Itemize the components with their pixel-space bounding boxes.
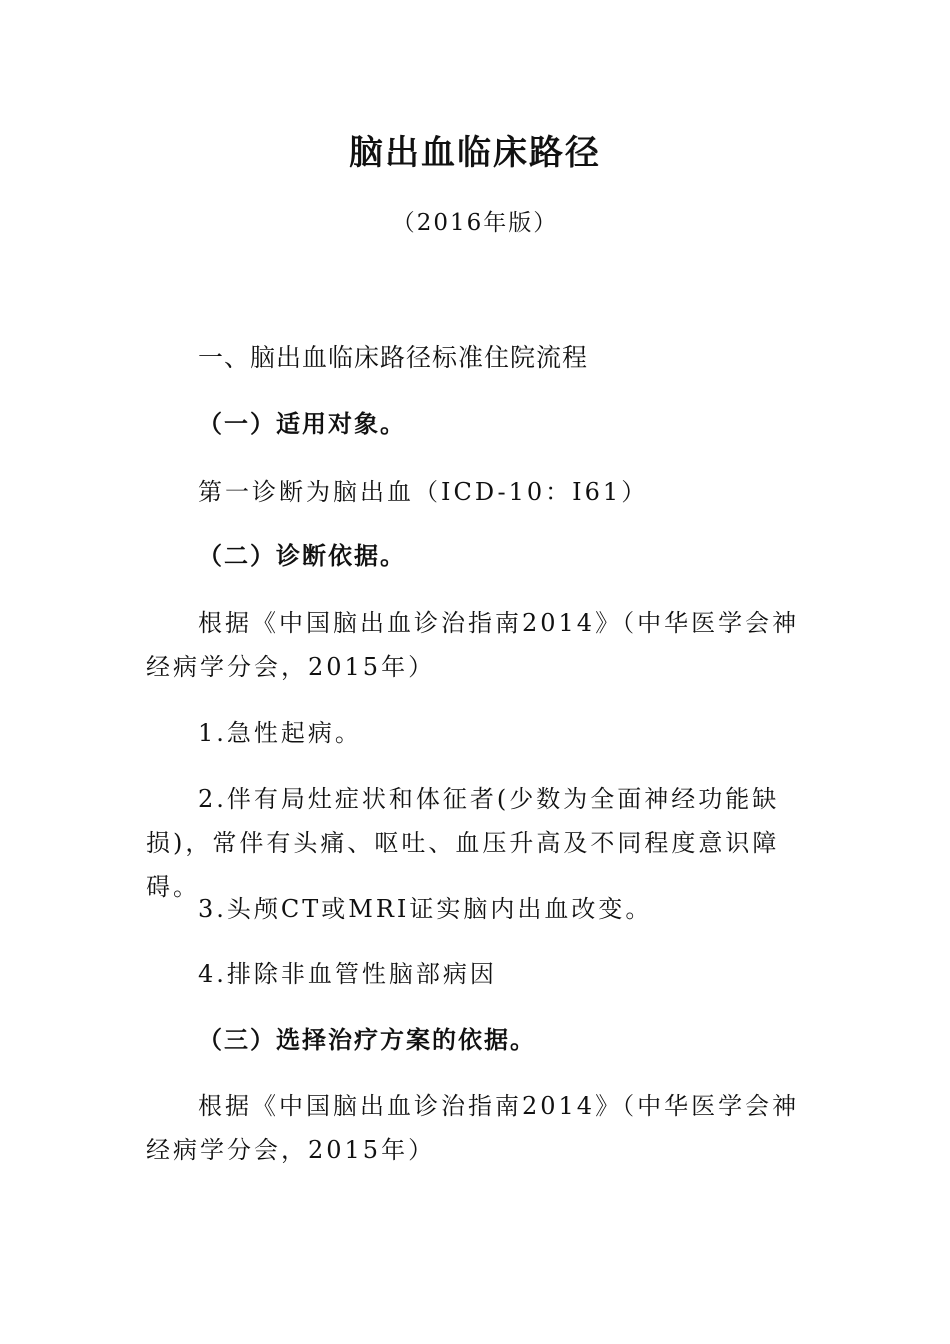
criterion-item-1: 1.急性起病。 <box>198 719 362 747</box>
document-title: 脑出血临床路径 <box>349 133 601 173</box>
subsection-heading-applicable-subjects: （一）适用对象。 <box>198 410 406 438</box>
criterion-item-2: 2.伴有局灶症状和体征者(少数为全面神经功能缺损)，常伴有头痛、呕吐、血压升高及不同程度意识障碍。 <box>146 785 780 901</box>
edition-label: （2016年版） <box>391 210 559 236</box>
subsection-heading-treatment-basis: （三）选择治疗方案的依据。 <box>198 1026 536 1054</box>
section-heading: 一、脑出血临床路径标准住院流程 <box>198 343 589 372</box>
criterion-item-3: 3.头颅CT或MRI证实脑内出血改变。 <box>198 895 653 923</box>
criterion-item-4: 4.排除非血管性脑部病因 <box>198 960 497 988</box>
subsection-heading-diagnosis-basis: （二）诊断依据。 <box>198 542 406 570</box>
diagnosis-guideline-paragraph: 根据《中国脑出血诊治指南2014》（中华医学会神经病学分会，2015年） <box>146 609 800 681</box>
treatment-guideline-paragraph: 根据《中国脑出血诊治指南2014》（中华医学会神经病学分会，2015年） <box>146 1092 800 1164</box>
diagnosis-code-paragraph: 第一诊断为脑出血（ICD-10：I61） <box>198 478 649 506</box>
